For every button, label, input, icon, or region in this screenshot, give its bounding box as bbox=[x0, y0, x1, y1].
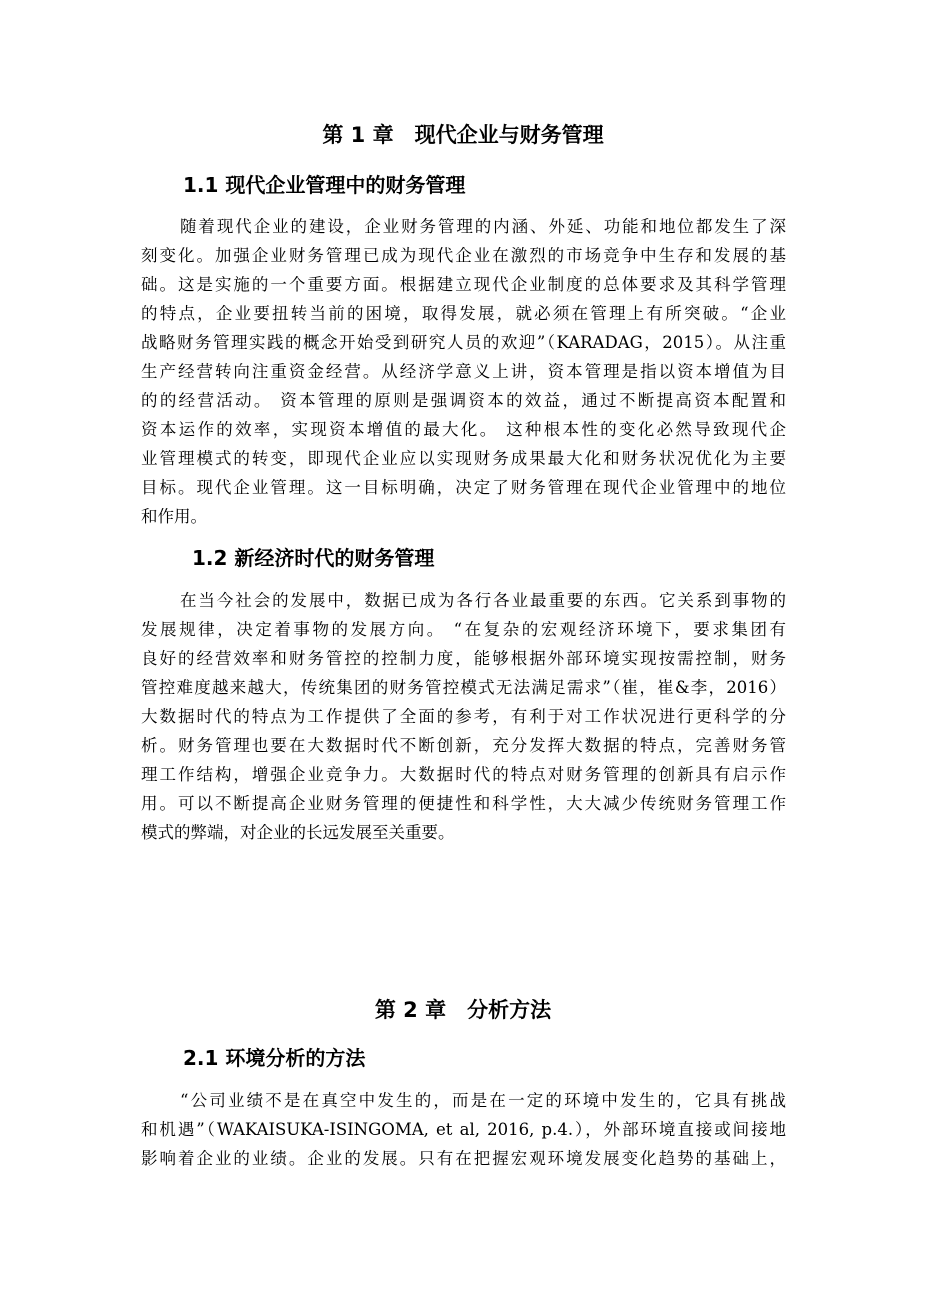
paragraph-line: 和作用。 bbox=[141, 507, 207, 526]
paragraph-line: 目标。现代企业管理。这一目标明确，决定了财务管理在现代企业管理中的地位 bbox=[141, 478, 786, 497]
paragraph-line: 在当今社会的发展中，数据已成为各行各业最重要的东西。它关系到事物的 bbox=[180, 591, 786, 610]
paragraph-line: 理工作结构，增强企业竞争力。大数据时代的特点对财务管理的创新具有启示作 bbox=[141, 765, 786, 784]
paragraph-line: 刻变化。加强企业财务管理已成为现代企业在激烈的市场竞争中生存和发展的基 bbox=[141, 246, 786, 265]
paragraph-line: 资本运作的效率，实现资本增值的最大化。 这种根本性的变化必然导致现代企 bbox=[141, 420, 786, 439]
paragraph-line: 和机遇”（WAKAISUKA-ISINGOMA, et al, 2016, p.4.），外部环境直接或间接地 bbox=[141, 1120, 786, 1139]
paragraph-line: 模式的弊端，对企业的长远发展至关重要。 bbox=[141, 823, 455, 842]
paragraph-line: 的特点，企业要扭转当前的困境，取得发展，就必须在管理上有所突破。“企业 bbox=[141, 304, 786, 323]
paragraph-line: 生产经营转向注重资金经营。从经济学意义上讲，资本管理是指以资本增值为目 bbox=[141, 362, 786, 381]
paragraph-line: 战略财务管理实践的概念开始受到研究人员的欢迎”（KARADAG，2015）。从注重 bbox=[141, 333, 786, 352]
section-1-1-heading: 1.1 现代企业管理中的财务管理 bbox=[183, 173, 466, 197]
chapter-1-title: 第 1 章 现代企业与财务管理 bbox=[322, 123, 604, 147]
section-2-1-heading: 2.1 环境分析的方法 bbox=[183, 1046, 366, 1070]
paragraph-line: 随着现代企业的建设，企业财务管理的内涵、外延、功能和地位都发生了深 bbox=[180, 217, 786, 236]
chapter-2-title: 第 2 章 分析方法 bbox=[374, 998, 552, 1022]
paragraph-line: 大数据时代的特点为工作提供了全面的参考，有利于对工作状况进行更科学的分 bbox=[141, 707, 786, 726]
paragraph-line: 发展规律，决定着事物的发展方向。 “在复杂的宏观经济环境下，要求集团有 bbox=[141, 620, 786, 639]
paragraph-line: 影响着企业的业绩。企业的发展。只有在把握宏观环境发展变化趋势的基础上， bbox=[141, 1149, 786, 1168]
paragraph-line: 础。这是实施的一个重要方面。根据建立现代企业制度的总体要求及其科学管理 bbox=[141, 275, 786, 294]
paragraph-line: 析。财务管理也要在大数据时代不断创新，充分发挥大数据的特点，完善财务管 bbox=[141, 736, 786, 755]
section-1-2-heading: 1.2 新经济时代的财务管理 bbox=[192, 546, 435, 570]
paragraph-line: 管控难度越来越大，传统集团的财务管控模式无法满足需求”（崔，崔&李，2016） bbox=[141, 678, 786, 697]
paragraph-line: 良好的经营效率和财务管控的控制力度，能够根据外部环境实现按需控制，财务 bbox=[141, 649, 786, 668]
paragraph-line: 用。可以不断提高企业财务管理的便捷性和科学性，大大减少传统财务管理工作 bbox=[141, 794, 786, 813]
paragraph-line: “公司业绩不是在真空中发生的，而是在一定的环境中发生的，它具有挑战 bbox=[180, 1091, 786, 1110]
paragraph-line: 业管理模式的转变，即现代企业应以实现财务成果最大化和财务状况优化为主要 bbox=[141, 449, 786, 468]
paragraph-line: 的的经营活动。 资本管理的原则是强调资本的效益，通过不断提高资本配置和 bbox=[141, 391, 786, 410]
